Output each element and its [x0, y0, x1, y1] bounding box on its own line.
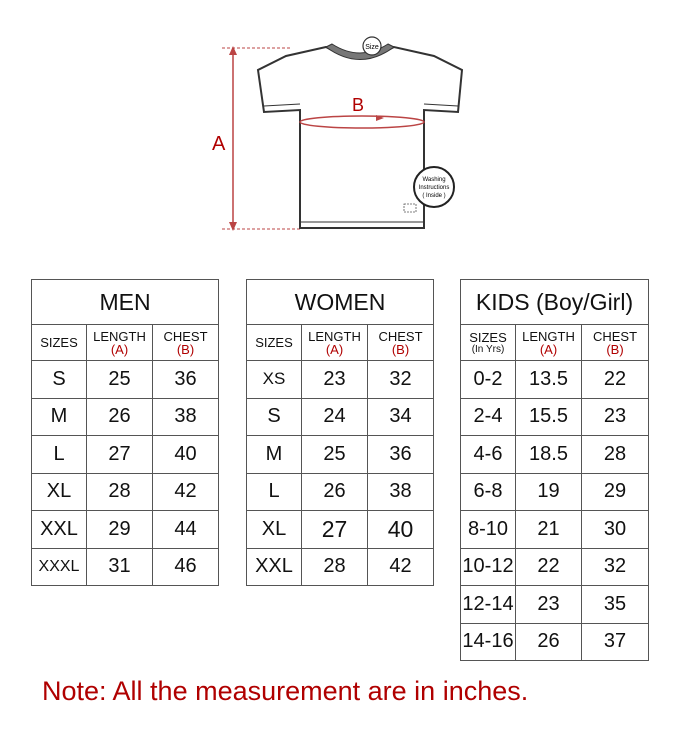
table-row — [247, 398, 434, 436]
chest-cell: 23 — [582, 398, 649, 436]
table-row — [247, 361, 434, 399]
chest-cell: 40 — [153, 436, 219, 474]
length-cell: 25 — [302, 436, 368, 474]
chest-cell: 38 — [368, 473, 434, 511]
size-cell: S — [247, 398, 302, 436]
chest-cell: 36 — [153, 361, 219, 399]
size-cell: 12-14 — [461, 586, 516, 624]
size-cell: L — [32, 436, 87, 474]
men-sizes-header: SIZES — [32, 325, 87, 361]
length-cell: 25 — [87, 361, 153, 399]
chest-cell: 32 — [368, 361, 434, 399]
chest-cell: 40 — [368, 511, 434, 549]
kids-title: KIDS (Boy/Girl) — [461, 280, 649, 325]
table-row — [32, 436, 219, 474]
women-sizes-header: SIZES — [247, 325, 302, 361]
men-chest-header: CHEST (B) — [153, 325, 219, 361]
size-cell: M — [32, 398, 87, 436]
length-cell: 19 — [516, 473, 582, 511]
size-cell: XXL — [32, 511, 87, 549]
length-cell: 27 — [302, 511, 368, 549]
kids-sizes-header: SIZES (In Yrs) — [461, 325, 516, 361]
size-cell: 14-16 — [461, 623, 516, 661]
size-cell: XXXL — [32, 548, 87, 586]
kids-size-table — [460, 279, 649, 661]
length-cell: 26 — [87, 398, 153, 436]
women-length-header: LENGTH (A) — [302, 325, 368, 361]
chest-cell: 35 — [582, 586, 649, 624]
length-cell: 23 — [302, 361, 368, 399]
women-size-table — [246, 279, 434, 586]
length-cell: 23 — [516, 586, 582, 624]
length-cell: 21 — [516, 511, 582, 549]
table-row — [461, 623, 649, 661]
chest-cell: 37 — [582, 623, 649, 661]
washing-line-3: ( Inside ) — [422, 193, 446, 199]
table-row — [461, 586, 649, 624]
length-cell: 18.5 — [516, 436, 582, 474]
length-cell: 29 — [87, 511, 153, 549]
size-cell: S — [32, 361, 87, 399]
length-cell: 15.5 — [516, 398, 582, 436]
table-row — [461, 548, 649, 586]
kids-length-header: LENGTH (A) — [516, 325, 582, 361]
size-cell: XL — [32, 473, 87, 511]
chest-cell: 34 — [368, 398, 434, 436]
table-row — [32, 473, 219, 511]
table-row — [461, 511, 649, 549]
length-cell: 28 — [302, 548, 368, 586]
men-length-header: LENGTH (A) — [87, 325, 153, 361]
label-b: B — [352, 95, 365, 115]
chest-cell: 38 — [153, 398, 219, 436]
women-chest-header: CHEST (B) — [368, 325, 434, 361]
size-cell: 4-6 — [461, 436, 516, 474]
kids-chest-header: CHEST (B) — [582, 325, 649, 361]
chest-cell: 22 — [582, 361, 649, 399]
length-cell: 26 — [516, 623, 582, 661]
washing-line-1: Washing — [422, 177, 446, 183]
tshirt-diagram — [0, 0, 679, 260]
size-cell: 0-2 — [461, 361, 516, 399]
chest-cell: 30 — [582, 511, 649, 549]
size-cell: L — [247, 473, 302, 511]
length-cell: 13.5 — [516, 361, 582, 399]
table-row — [247, 511, 434, 549]
size-cell: 2-4 — [461, 398, 516, 436]
table-row — [247, 473, 434, 511]
measurement-note: Note: All the measurement are in inches. — [42, 676, 529, 706]
table-row — [461, 436, 649, 474]
chest-cell: 46 — [153, 548, 219, 586]
men-title: MEN — [32, 280, 219, 325]
men-size-table — [31, 279, 219, 586]
table-row — [461, 398, 649, 436]
washing-line-2: Instructions — [418, 185, 450, 191]
table-row — [32, 511, 219, 549]
label-a: A — [212, 133, 226, 155]
chest-cell: 28 — [582, 436, 649, 474]
table-row — [247, 548, 434, 586]
length-cell: 24 — [302, 398, 368, 436]
length-cell: 31 — [87, 548, 153, 586]
chest-cell: 32 — [582, 548, 649, 586]
size-cell: XL — [247, 511, 302, 549]
size-cell: 10-12 — [461, 548, 516, 586]
chest-cell: 29 — [582, 473, 649, 511]
size-tag-icon — [363, 37, 381, 55]
size-cell: 8-10 — [461, 511, 516, 549]
table-row — [32, 548, 219, 586]
chest-cell: 42 — [368, 548, 434, 586]
size-cell: M — [247, 436, 302, 474]
size-tag-label: Size — [365, 44, 379, 51]
table-row — [461, 473, 649, 511]
chest-cell: 42 — [153, 473, 219, 511]
table-row — [461, 361, 649, 399]
table-row — [32, 398, 219, 436]
size-cell: XXL — [247, 548, 302, 586]
length-cell: 26 — [302, 473, 368, 511]
chest-cell: 36 — [368, 436, 434, 474]
length-cell: 27 — [87, 436, 153, 474]
length-cell: 22 — [516, 548, 582, 586]
length-cell: 28 — [87, 473, 153, 511]
women-title: WOMEN — [247, 280, 434, 325]
size-cell: 6-8 — [461, 473, 516, 511]
table-row — [32, 361, 219, 399]
table-row — [247, 436, 434, 474]
size-cell: XS — [247, 361, 302, 399]
chest-cell: 44 — [153, 511, 219, 549]
